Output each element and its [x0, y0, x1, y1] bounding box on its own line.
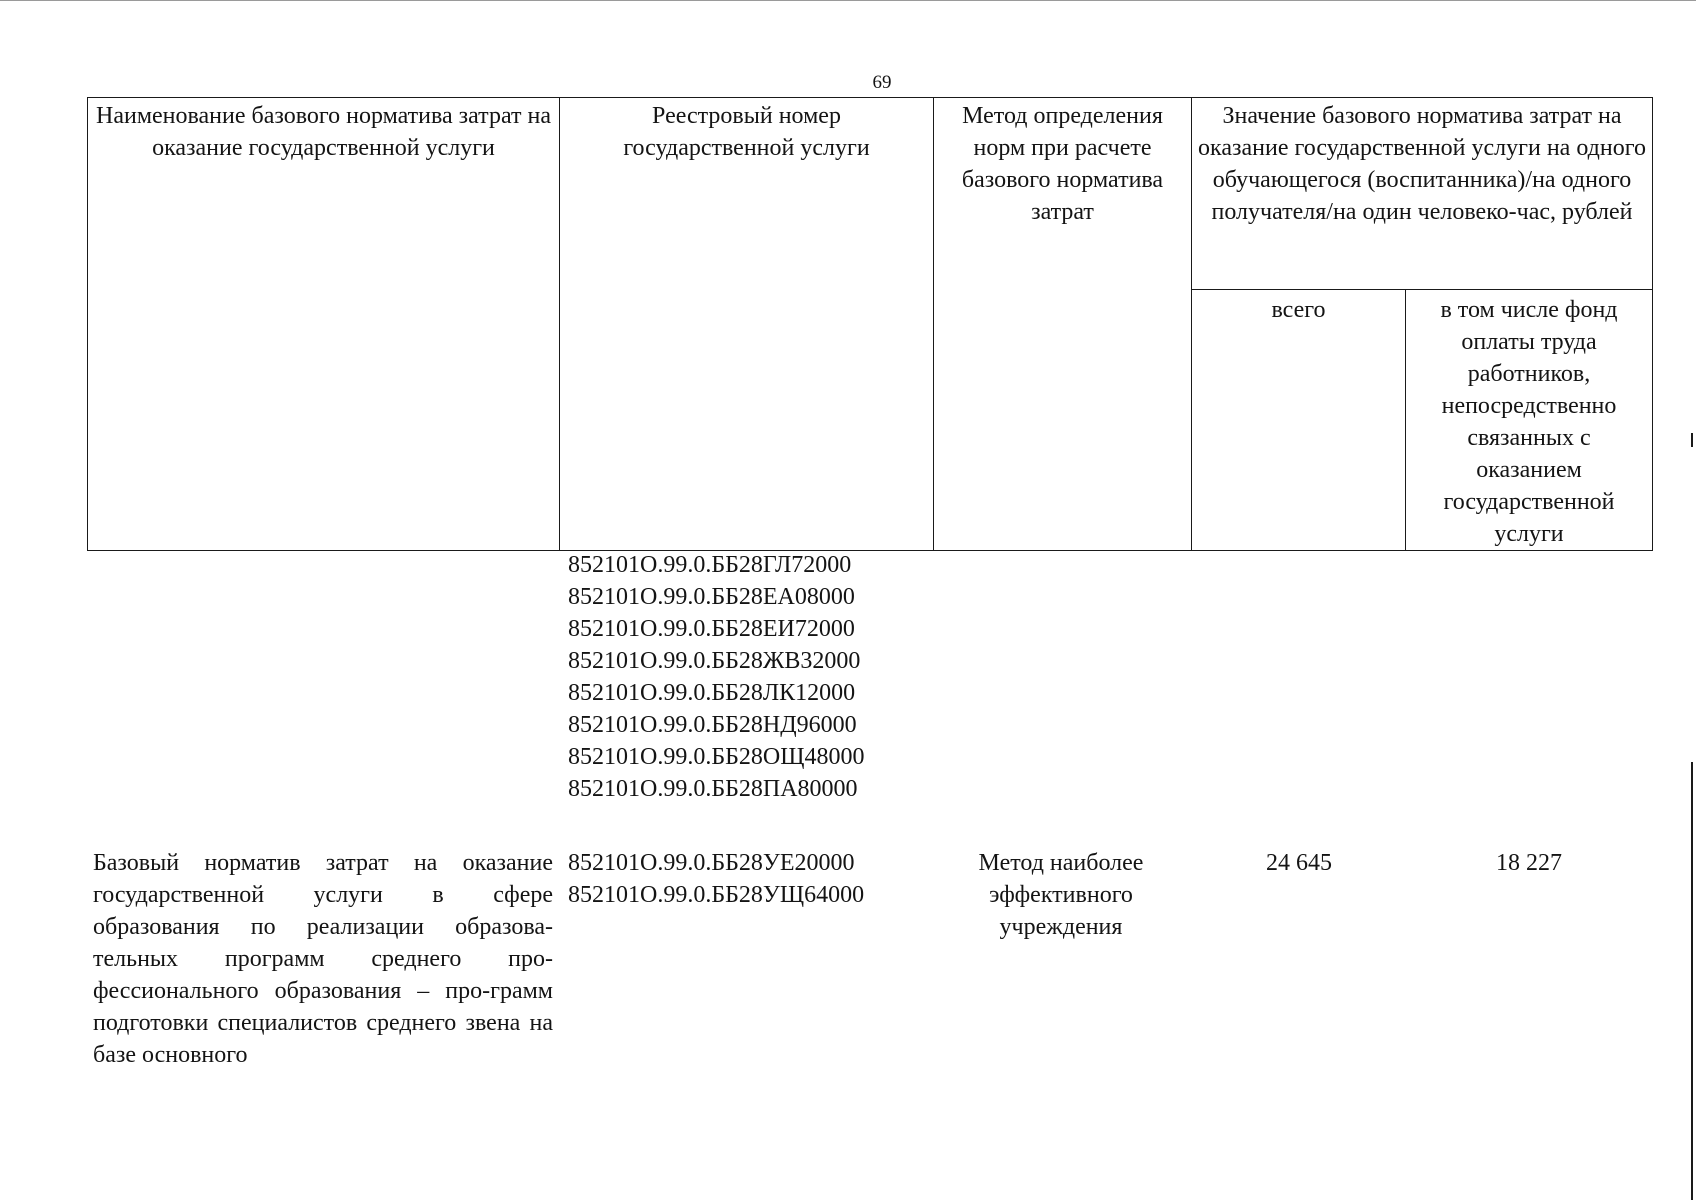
- header-col-registry: Реестровый номер государственной услуги: [560, 98, 934, 551]
- header-col-name: Наименование базового норматива затрат на оказание государственной услуги: [88, 98, 560, 551]
- header-col-value-payroll: в том числе фонд оплаты труда работников, непосредственно связанных с оказанием государственной услуги: [1406, 290, 1653, 551]
- total-value-cell: 24 645: [1266, 850, 1332, 876]
- scan-edge-mark: [1691, 433, 1693, 447]
- registry-code: 852101О.99.0.ББ28ПА80000: [568, 776, 858, 802]
- scan-edge-line: [1691, 762, 1693, 1200]
- registry-code: 852101О.99.0.ББ28ЕИ72000: [568, 616, 855, 642]
- header-table: [87, 97, 1653, 551]
- registry-code: 852101О.99.0.ББ28НД96000: [568, 712, 857, 738]
- registry-code: 852101О.99.0.ББ28ЖВ32000: [568, 648, 861, 674]
- page-top-rule: [0, 0, 1696, 1]
- registry-code: 852101О.99.0.ББ28ЛК12000: [568, 680, 856, 706]
- registry-code: 852101О.99.0.ББ28ОЩ48000: [568, 744, 865, 770]
- header-col-method: Метод определения норм при расчете базового норматива затрат: [934, 98, 1192, 551]
- registry-code: 852101О.99.0.ББ28УЕ20000: [568, 850, 855, 876]
- registry-code: 852101О.99.0.ББ28УЩ64000: [568, 882, 865, 908]
- payroll-value-cell: 18 227: [1496, 850, 1562, 876]
- registry-code: 852101О.99.0.ББ28ГЛ72000: [568, 552, 852, 578]
- page-number: 69: [872, 72, 892, 93]
- service-name-cell: Базовый норматив затрат на оказание государственной услуги в сфере образования по реализации образова-тельных программ среднего про-фессионального образования – про-грамм подготовки специалистов среднего звена на базе основного: [93, 850, 553, 1068]
- header-row-main: [88, 98, 1653, 290]
- header-col-value-total: всего: [1192, 290, 1406, 551]
- continued-codes-list: [568, 549, 864, 805]
- header-col-value: Значение базового норматива затрат на оказание государственной услуги на одного обучающегося (воспитанника)/на одного получателя/на один человеко-час, рублей: [1192, 98, 1653, 290]
- row-codes-list: [568, 847, 864, 911]
- registry-code: 852101О.99.0.ББ28ЕА08000: [568, 584, 855, 610]
- method-cell: Метод наиболее эффективного учреждения: [978, 850, 1144, 940]
